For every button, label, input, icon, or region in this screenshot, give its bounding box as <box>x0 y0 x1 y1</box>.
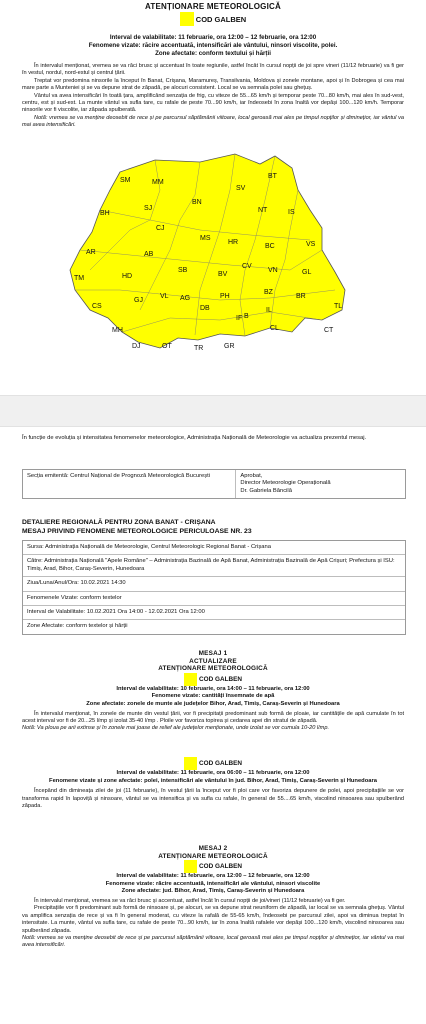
mesaj-1-label: MESAJ 1 <box>198 650 228 657</box>
info-row: Zone Afectate: conform textelor și hărții <box>23 619 405 633</box>
cod-label: COD GALBEN <box>195 14 247 24</box>
m3-paragraph-2: Precipitațiile vor fi predominant sub formă de ninsoare și, pe alocuri, se va depune strat neuniform de zăpadă, iar local se va semnala ghețuș. Vântul va amplifica senzația de rece și va fi în general moderat, cu viteze la rafală de 55-65 km/h, îndeosebi pe parcursul zilei, apoi va diminua treptat în intensitate. La munte, vântul va sufla tare, cu rafale de peste 70...90 km/h, iar în zona înaltă rafalele vor depăși 100...120 km/h, viscolind ninsoarea sau spulberând zăpada. <box>22 905 404 934</box>
mesaj-title: MESAJ PRIVIND FENOMENE METEOROLOGICE PERICULOASE NR. 23 <box>22 528 252 535</box>
romania-warning-map <box>60 150 350 365</box>
county-code-gl: GL <box>302 269 312 276</box>
county-code-sm: SM <box>120 177 131 184</box>
m2-paragraph: Începând din dimineața zilei de joi (11 februarie), în vestul țării la început vor fi ploi care vor favoriza depunere de polei, apoi precipitațiile se vor transforma rapid în lapoviță și ninsoare, vântul se va intensifica și va sufla cu rafale, în general de 55....65 km/h, viscolind ninsoarea sau spulberând zăpada. <box>22 788 404 809</box>
atentionare-label: ATENȚIONARE METEOROLOGICĂ <box>158 665 268 673</box>
m1-fenomene: Fenomene vizate: cantități însemnate de apă <box>151 693 275 700</box>
county-code-bn: BN <box>192 199 202 206</box>
director-title: Director Meteorologie Operațională <box>240 480 331 487</box>
m2-fenomene: Fenomene vizate și zone afectate: polei, intensificări ale vântului în jud. Bihor, Arad, Timiș, Caraș-Severin și Hunedoara <box>49 777 377 784</box>
atentionare-label: ATENȚIONARE METEOROLOGICĂ <box>158 852 268 860</box>
page1-body <box>0 63 426 130</box>
zone-line: Zone afectate: conform textului și hărții <box>155 50 271 58</box>
m3-interval: Interval de valabilitate: 11 februarie, ora 12:00 – 12 februarie, ora 12:00 <box>116 873 310 880</box>
county-code-cl: CL <box>270 325 279 332</box>
m3-nota: Notă: vremea se va menține deosebit de rece și pe parcursul săptămânii viitoare, local geroasă mai ales pe timpul nopților și diminețior, iar vântul va mai avea intensificări. <box>22 935 404 949</box>
intro-text: În funcție de evoluția și intensitatea fenomenelor meteorologice, Administrația Națională de Meteorologie va actualiza prezentul mesaj. <box>22 435 367 441</box>
map-svg <box>60 150 350 365</box>
m3-paragraph-1: În intervalul menționat, vremea se va răci brusc și accentuat, astfel încât în cursul nopții de joi/vineri (11/12 februarie) va fi ger. <box>34 897 346 904</box>
county-code-nt: NT <box>258 207 268 214</box>
document-page-1 <box>0 0 426 395</box>
county-code-tr: TR <box>194 345 204 352</box>
mesaj-2-label: MESAJ 2 <box>198 845 228 852</box>
county-code-mm: MM <box>152 179 164 186</box>
info-row: Fenomenele Vizate: conform textelor <box>23 591 405 605</box>
county-code-sj: SJ <box>144 205 153 212</box>
cod-galben-badge <box>22 860 404 873</box>
county-code-hr: HR <box>228 239 239 246</box>
paragraph: Vântul va avea intensificări în toată țara, amplificând senzația de frig, cu viteze de 55...65 km/h și temporar peste 70...80 km/h, mai ales în sud-vest, centru, est și sud-est. La munte vântul va sufla tare, cu rafale de peste 70...90 km/h, iar îndeosebi în zona înaltă vor depăși 100...120 km/h. Temporar ninsorile vor fi viscolite, iar zăpada spulberată. <box>22 92 404 114</box>
cod-label: COD GALBEN <box>199 760 242 767</box>
page1-title: ATENȚIONARE METEOROLOGICĂ <box>145 2 281 11</box>
mesaj-1-block <box>22 650 404 733</box>
county-code-ar: AR <box>86 249 96 256</box>
county-code-gj: GJ <box>134 297 143 304</box>
page1-details <box>0 34 426 59</box>
document-page-2 <box>0 427 426 1024</box>
cod-galben-badge <box>22 673 404 686</box>
paragraph: În intervalul menționat, vremea se va răci brusc și accentuat în toate regiunile, astfel încât în cursul nopții de joi spre vineri (11/12 februarie) va fi ger în vestul, nordul, nord-estul și centrul țării. <box>22 63 404 77</box>
county-code-ms: MS <box>200 235 211 242</box>
m1-interval: Interval de valabilitate: 10 februarie, ora 14:00 – 11 februarie, ora 12:00 <box>116 685 310 692</box>
cod-label: COD GALBEN <box>199 863 242 871</box>
m1-zone: Zone afectate: zonele de munte ale județelor Bihor, Arad, Timiș, Caraș-Severin și Hunedoara <box>86 700 340 707</box>
county-code-bz: BZ <box>264 289 273 296</box>
county-code-if: IF <box>236 315 243 322</box>
county-code-il: IL <box>266 307 272 314</box>
info-row: Sursa: Administrația Națională de Meteorologie, Centrul Meteorologic Regional Banat - Crișana <box>27 544 271 550</box>
county-code-is: IS <box>288 209 295 216</box>
county-code-ot: OT <box>162 343 172 350</box>
aprobat-cell <box>236 470 405 498</box>
sectia-emitenta: Secția emitentă: Centrul Național de Prognoză Meteorologică București <box>23 470 236 498</box>
county-code-cv: CV <box>242 263 252 270</box>
county-code-vn: VN <box>268 267 278 274</box>
mesaj-2-block <box>22 845 404 950</box>
mesaj-1b-block <box>22 757 404 810</box>
county-code-bc: BC <box>265 243 275 250</box>
actualizare-label: ACTUALIZARE <box>189 657 237 665</box>
info-row: Către: Administrația Națională "Apele Române" – Administrația Bazinală de Apă Banat, Administrația Bazinală de Apă Crișuri; Prefectura și ISU: Timiș, Arad, Bihor, Caraș-Severin, Hunedoara <box>23 554 405 576</box>
county-code-bt: BT <box>268 173 277 180</box>
paragraph: Treptat vor predomina ninsorile la început în Banat, Crișana, Maramureș, Transilvania, Moldova și zonele montane, apoi și în Dobrogea și cea mai mare parte a Munteniei și se va depune strat de zăpadă, pe alocuri consistent. Local se va semnala polei sau ghețuș. <box>22 77 404 92</box>
interval-line: Interval de valabilitate: 11 februarie, ora 12:00 – 12 februarie, ora 12:00 <box>109 34 317 41</box>
page-separator <box>0 395 426 427</box>
yellow-code-square <box>184 860 197 873</box>
yellow-code-square <box>180 12 194 26</box>
county-code-sv: SV <box>236 185 246 192</box>
county-code-tl: TL <box>334 303 343 310</box>
m1-paragraph: În intervalul menționat, în zonele de munte din vestul țării, vor fi precipitații predominant sub formă de ploaie, iar cantitățile de apă cumulate în tot acest interval vor fi de 20...25 l/mp și izolat 35-40 l/mp . Ploile vor favoriza topirea și cedarea apei din stratul de zăpadă. <box>22 710 404 724</box>
county-code-ab: AB <box>144 251 154 258</box>
m2-interval: Interval de valabilitate: 11 februarie, ora 06:00 – 11 februarie, ora 12:00 <box>116 770 310 776</box>
m3-fenomene: Fenomene vizate: răcire accentuată, intensificări ale vântului, ninsori viscolite <box>105 880 321 887</box>
director-name: Dr. Gabriela Băncilă <box>240 487 292 494</box>
county-code-ct: CT <box>324 327 334 334</box>
county-code-gr: GR <box>224 343 235 350</box>
info-row: Interval de Valabilitate: 10.02.2021 Ora 14:00 - 12.02.2021 Ora 12:00 <box>23 605 405 619</box>
county-code-vl: VL <box>160 293 169 300</box>
county-code-bv: BV <box>218 271 228 278</box>
m1-nota: Notă: Va ploua pe arii extinse și în zonele mai joase de relief ale județelor menționate, unde izolat se vor cumula 10-20 l/mp. <box>22 725 330 732</box>
county-code-ph: PH <box>220 293 230 300</box>
county-code-vs: VS <box>306 241 316 248</box>
county-code-ag: AG <box>180 295 191 302</box>
info-table <box>22 540 406 635</box>
m3-zone: Zone afectate: jud. Bihor, Arad, Timiș, Caraș-Severin și Hunedoara <box>121 888 305 895</box>
yellow-code-square <box>184 757 197 770</box>
county-code-mh: MH <box>112 327 123 334</box>
county-code-b: B <box>244 313 249 320</box>
county-code-dj: DJ <box>132 343 141 350</box>
county-code-tm: TM <box>74 275 85 282</box>
county-code-cs: CS <box>92 303 102 310</box>
fenomene-line: Fenomene vizate: răcire accentuată, intensificări ale vântului, ninsori viscolite, polei. <box>88 42 338 50</box>
cod-label: COD GALBEN <box>199 675 242 683</box>
county-code-hd: HD <box>122 273 133 280</box>
cod-galben-badge <box>22 757 404 770</box>
county-code-sb: SB <box>178 267 188 274</box>
county-code-br: BR <box>296 293 306 300</box>
detaliere-title: DETALIERE REGIONALĂ PENTRU ZONA BANAT - CRIȘANA <box>22 519 216 526</box>
yellow-code-square <box>184 673 197 686</box>
page1-header <box>0 2 426 26</box>
cod-galben-badge <box>0 12 426 26</box>
romania-outline <box>70 154 345 348</box>
county-code-db: DB <box>200 305 210 312</box>
nota-paragraph: Notă: vremea se va menține deosebit de rece și pe parcursul săptămânii viitoare, local geroasă mai ales pe timpul nopților și diminețior, iar vântul va mai avea intensificări. <box>22 114 404 129</box>
emitent-box <box>22 469 406 499</box>
info-row: Ziua/Luna/Anul/Ora: 10.02.2021 14:30 <box>23 576 405 590</box>
aprobat-label: Aprobat, <box>240 473 263 479</box>
county-code-bh: BH <box>100 210 110 217</box>
county-code-cj: CJ <box>156 225 165 232</box>
